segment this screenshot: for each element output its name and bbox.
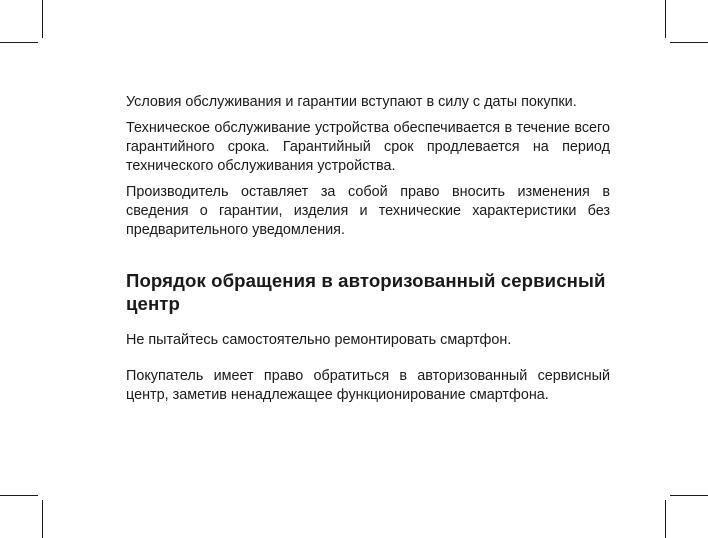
crop-mark-bottom-left-vertical bbox=[42, 500, 43, 538]
crop-mark-top-left-vertical bbox=[42, 0, 43, 38]
paragraph-maintenance: Техническое обслуживание устройства обеспечивается в течение всего гарантийного срока. Гарантийный срок продлевается на период технического обслуживания устройства. bbox=[126, 120, 610, 174]
paragraph-no-self-repair: Не пытайтесь самостоятельно ремонтировать смартфон. bbox=[126, 332, 512, 348]
section-heading: Порядок обращения в авторизованный сервисный центр bbox=[126, 270, 606, 314]
paragraph-warranty-start: Условия обслуживания и гарантии вступают в силу с даты покупки. bbox=[126, 94, 577, 110]
crop-mark-bottom-left-horizontal bbox=[0, 495, 38, 496]
crop-mark-bottom-right-vertical bbox=[665, 500, 666, 538]
crop-mark-top-right-vertical bbox=[665, 0, 666, 38]
page-content bbox=[126, 93, 610, 412]
crop-mark-top-left-horizontal bbox=[0, 42, 38, 43]
crop-mark-top-right-horizontal bbox=[670, 42, 708, 43]
paragraph-service-center: Покупатель имеет право обратиться в авторизованный сервисный центр, заметив ненадлежащее функционирование смартфона. bbox=[126, 368, 610, 403]
paragraph-manufacturer-rights: Производитель оставляет за собой право вносить изменения в сведения о гарантии, изделия и технические характеристики без предварительного уведомления. bbox=[126, 184, 610, 238]
crop-mark-bottom-right-horizontal bbox=[670, 495, 708, 496]
